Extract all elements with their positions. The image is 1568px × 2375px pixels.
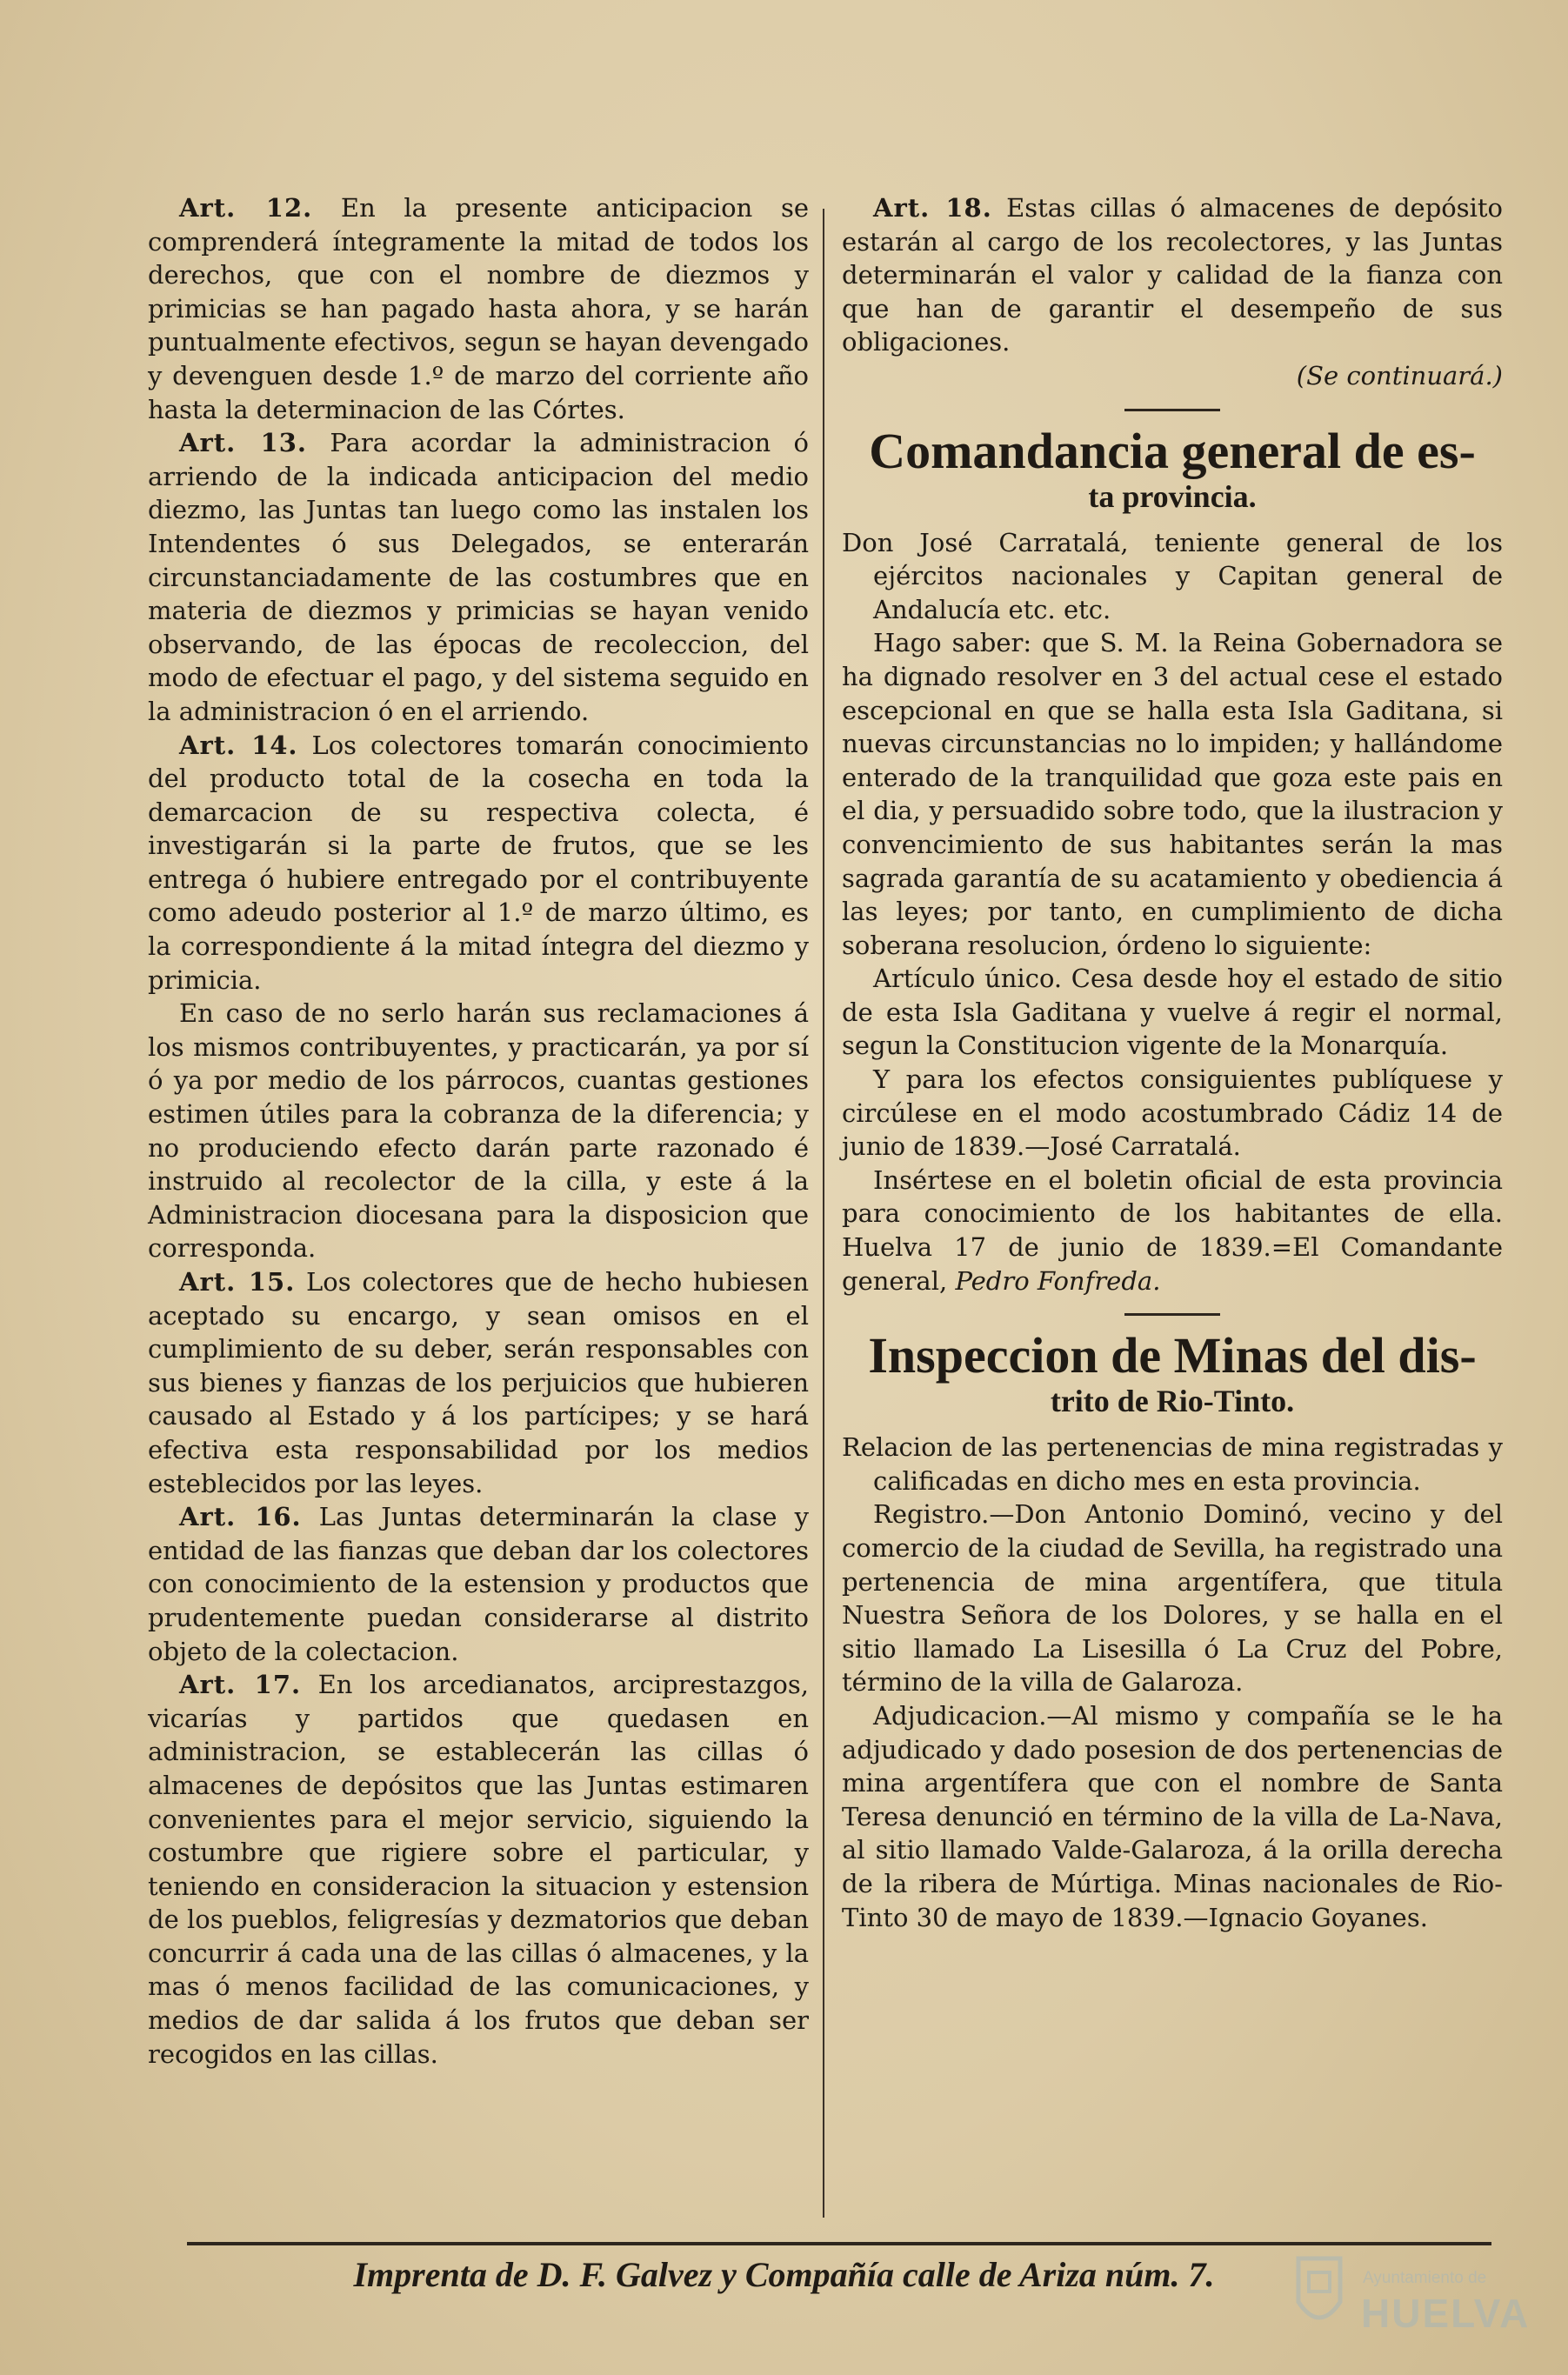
section-subtitle-minas: trito de Rio-Tinto. [1050,1384,1295,1419]
continued-note: (Se continuará.) [1296,360,1503,390]
comandancia-intro: Don José Carratalá, teniente general de los ejércitos nacionales y Capitan general de Andalucía etc. etc. [842,527,1503,624]
article-18-label: Art. 18. [873,193,992,223]
article-12-label: Art. 12. [179,193,313,223]
comandancia-p1: Hago saber: que S. M. la Reina Gobernadora se ha dignado resolver en 3 del actual cese el estado escepcional en que se halla esta Isla Gaditana, si nuevas circunstancias no lo impiden; y hallándome enterado de la tranquilidad que goza este pais en el dia, y persuadido sobre todo, que la ilustracion y convencimiento de sus habitantes serán la mas sagrada garantía de su acatamiento y obediencia á las leyes; por tanto, en cumplimiento de dicha soberana resolucion, órdeno lo siguiente: [842,628,1503,960]
section-subtitle-comandancia: ta provincia. [1088,478,1257,514]
article-18 [842,191,1503,359]
article-12 [148,191,809,426]
section-divider [1124,409,1220,411]
article-18-text: Estas cillas ó almacenes de depósito estarán al cargo de los recolectores, y las Juntas determinarán el valor y calidad de la fianza con que han de garantir el desempeño de sus obligaciones. [842,193,1503,357]
comandancia-p3: Y para los efectos consiguientes publíquese y circúlese en el modo acostumbrado Cádiz 14 de junio de 1839.—José Carratalá. [842,1064,1503,1162]
section-title-comandancia: Comandancia general de es- [869,422,1476,479]
article-15-text: Los colectores que de hecho hubiesen aceptado su encargo, y sean omisos en el cumplimiento de su deber, serán responsables con sus bienes y fianzas de los perjuicios que hubieren causado al Estado y á los partícipes; y se hará efectiva esta responsabilidad por los medios esteblecidos por las leyes. [148,1267,810,1498]
section-title-minas: Inspeccion de Minas del dis- [868,1327,1477,1384]
comandancia-p4-text: Insértese en el boletin oficial de esta provincia para conocimiento de los habitantes de ella. Huelva 17 de junio de 1839.=El Comandante general, [842,1164,1503,1296]
right-column [842,191,1503,1934]
article-17-label: Art. 17. [179,1670,302,1700]
watermark-line2: HUELVA [1361,2291,1531,2336]
crest-icon [1291,2250,1347,2337]
article-13-label: Art. 13. [179,428,307,458]
comandancia-signer: Pedro Fonfreda. [955,1265,1161,1296]
ayuntamiento-watermark [1291,2245,1531,2340]
article-13-text: Para acordar la administracion ó arriendo de la indicada anticipacion del medio diezmo, las Juntas tan luego como las instalen los Intendentes ó sus Delegados, se enterarán circunstanciadamente de las costumbres que en materia de diezmos y primicias se hayan venido observando, de las épocas de recoleccion, del modo de efectuar el pago, y del sistema seguido en la administracion ó en el arriendo. [148,428,810,726]
left-column [148,191,809,2071]
watermark-line1: Ayuntamiento de [1363,2269,1487,2287]
article-16-text: Las Juntas determinarán la clase y entidad de las fianzas que deban dar los colectores con conocimiento de la estension y productos que prudentemente puedan considerarse al distrito objeto de la colectacion. [148,1502,809,1666]
minas-intro: Relacion de las pertenencias de mina registradas y calificadas en dicho mes en esta provincia. [842,1432,1503,1496]
minas-registro: Registro.—Don Antonio Dominó, vecino y del comercio de la ciudad de Sevilla, ha registrado una pertenencia de mina argentífera, que titula Nuestra Señora de los Dolores, y se halla en el sitio llamado La Lisesilla ó La Cruz del Pobre, término de la villa de Galaroza. [842,1499,1503,1698]
article-15-label: Art. 15. [179,1267,296,1297]
article-14-continuation: En caso de no serlo harán sus reclamaciones á los mismos contribuyentes, y practicarán, ya por sí ó ya por medio de los párrocos, cuantas gestiones estimen útiles para la cobranza de la diferencia; y no produciendo efecto darán parte razonado é instruido al recolector de la cilla, y este á la Administracion diocesana para la disposicion que corresponda. [148,998,809,1264]
comandancia-p2: Artículo único. Cesa desde hoy el estado de sitio de esta Isla Gaditana y vuelve á regir el normal, segun la Constitucion vigente de la Monarquía. [842,964,1503,1061]
article-15 [148,1265,809,1500]
article-14-label: Art. 14. [179,730,298,760]
article-14-text: Los colectores tomarán conocimiento del producto total de la cosecha en toda la demarcacion de su respectiva colecta, é investigarán si la parte de frutos, que se les entrega ó hubiere entregado por el contribuyente como adeudo posterior al 1.º de marzo último, es la correspondiente á la mitad íntegra del diezmo y primicia. [148,730,810,995]
article-16 [148,1500,809,1668]
article-17-text: En los arcedianatos, arciprestazgos, vicarías y partidos que quedasen en administracion, se establecerán las cillas ó almacenes de depósitos que las Juntas estimaren convenientes para el mejor servicio, siguiendo la costumbre que rigiere sobre el particular, y teniendo en consideracion la situacion y estension de los pueblos, feligresías y dezmatorios que deban concurrir á cada una de las cillas ó almacenes, y la mas ó menos facilidad de las comunicaciones, y medios de dar salida á los frutos que deban ser recogidos en las cillas. [148,1670,809,2069]
article-16-label: Art. 16. [179,1502,302,1532]
article-14 [148,729,809,997]
article-17 [148,1668,809,2071]
article-13 [148,426,809,728]
section-divider-2 [1124,1313,1220,1316]
minas-adjudicacion: Adjudicacion.—Al mismo y compañía se le ha adjudicado y dado posesion de dos pertenencias de mina argentífera que con el nombre de Santa Teresa denunció en término de la villa de La-Nava, al sitio llamado Valde-Galaroza, á la orilla derecha de la ribera de Múrtiga. Minas nacionales de Rio-Tinto 30 de mayo de 1839.—Ignacio Goyanes. [842,1700,1503,1932]
article-12-text: En la presente anticipacion se comprenderá íntegramente la mitad de todos los derechos, que con el nombre de diezmos y primicias se han pagado hasta ahora, y se harán puntualmente efectivos, segun se hayan devengado y devenguen desde 1.º de marzo del corriente año hasta la determinacion de las Córtes. [148,193,809,424]
imprint-line: Imprenta de D. F. Galvez y Compañía calle de Ariza núm. 7. [353,2255,1215,2294]
column-divider [823,209,824,2218]
comandancia-p4 [842,1164,1503,1298]
